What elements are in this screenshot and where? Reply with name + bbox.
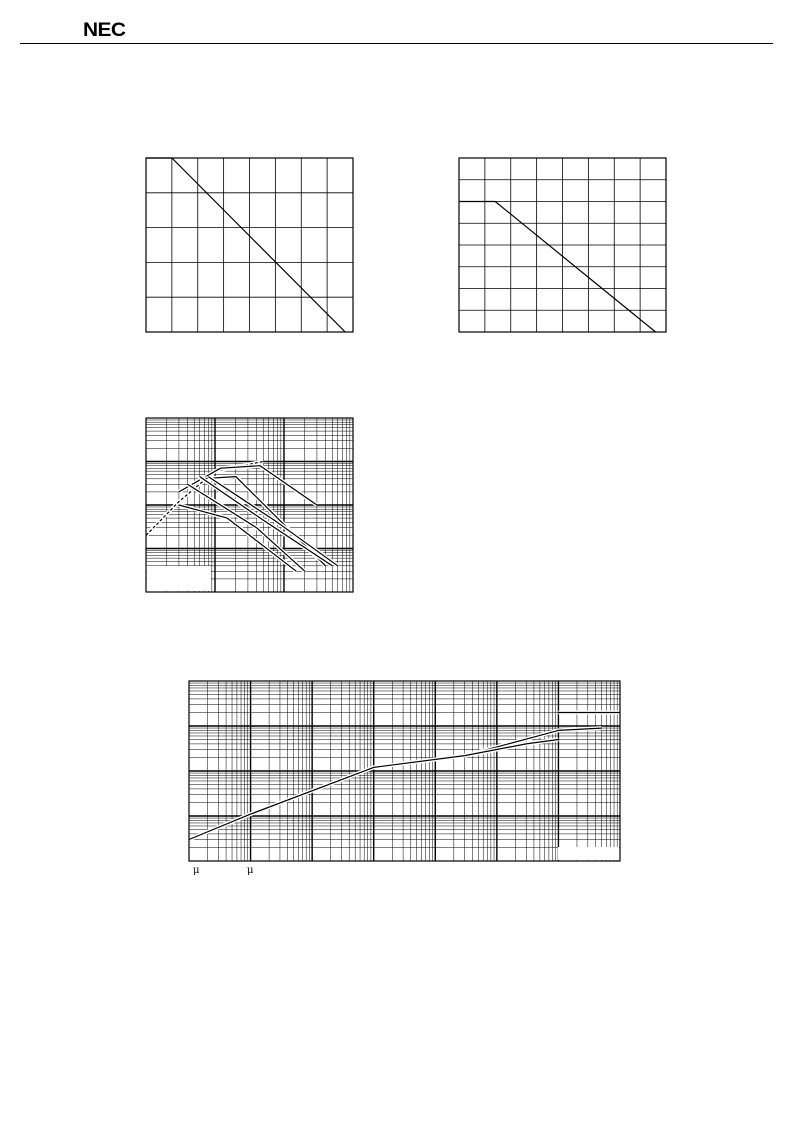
x-axis-unit-mu-2: μ (247, 865, 254, 876)
nec-logo: NEC (83, 20, 126, 41)
legend-box (558, 847, 619, 860)
safe-operating-area-chart (146, 418, 353, 592)
legend-box (147, 566, 211, 591)
header-rule (20, 43, 773, 44)
derating-chart-2 (459, 158, 666, 332)
transient-thermal-resistance-chart (189, 681, 620, 861)
x-axis-unit-mu-1: μ (193, 865, 200, 876)
derating-chart-1 (146, 158, 353, 332)
